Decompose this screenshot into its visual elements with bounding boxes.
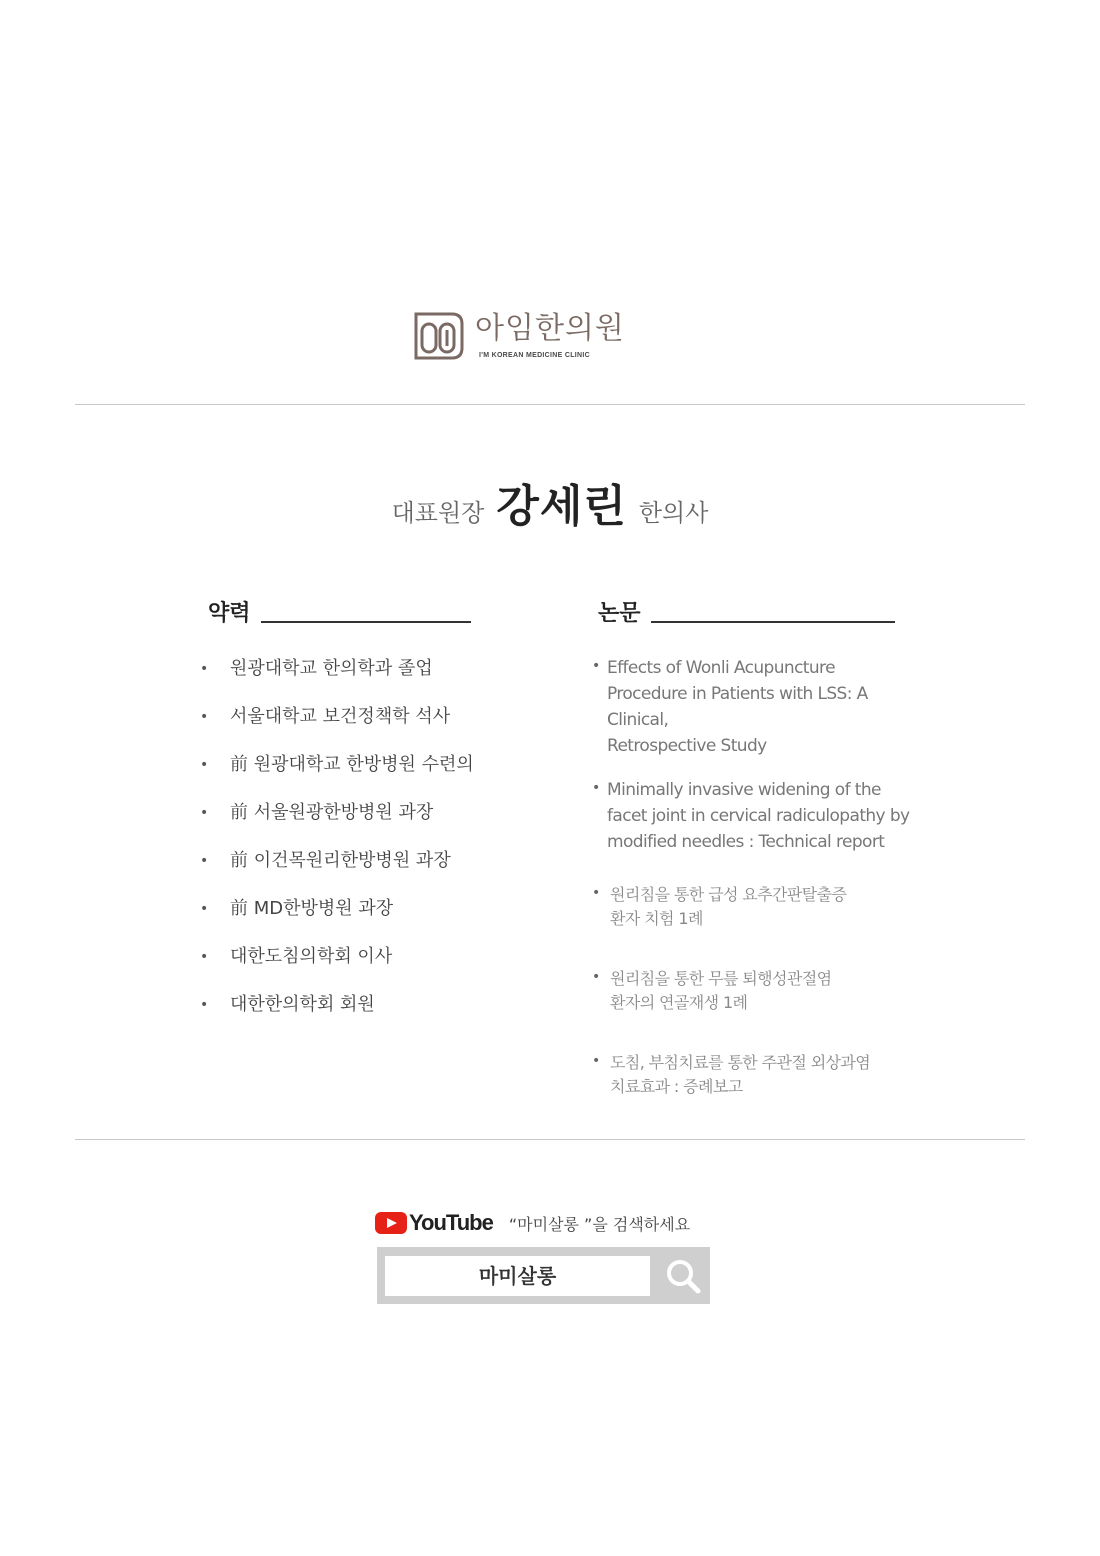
- youtube-logo[interactable]: [375, 1210, 493, 1236]
- career-item: • 前 원광대학교 한방병원 수련의: [200, 751, 474, 799]
- doctor-name: 강세린: [496, 481, 627, 532]
- paper-item: [592, 777, 912, 855]
- career-item: • 대한도침의학회 이사: [200, 943, 474, 991]
- paper-line: • 원리침을 통한 무릎 퇴행성관절염: [610, 969, 832, 988]
- search-input[interactable]: 마미살롱: [385, 1256, 650, 1296]
- clinic-logo: [412, 308, 625, 362]
- paper-line: Procedure in Patients with LSS: A Clinical,: [607, 684, 868, 730]
- youtube-play-icon: [375, 1212, 407, 1234]
- career-item: • 원광대학교 한의학과 졸업: [200, 655, 474, 703]
- paper-line: 환자 치험 1례: [610, 909, 703, 928]
- title-role: 대표원장: [391, 499, 485, 527]
- career-heading-label: 약력: [208, 601, 251, 626]
- papers-heading: [598, 596, 895, 627]
- youtube-search-hint: “마미살롱 ”을 검색하세요: [508, 1214, 691, 1234]
- career-item: • 前 MD한방병원 과장: [200, 895, 474, 943]
- search-box: [377, 1247, 710, 1304]
- search-button[interactable]: [655, 1247, 710, 1304]
- clinic-name: 아임한의원: [475, 310, 625, 346]
- papers-list: [592, 655, 912, 1135]
- paper-line: modified needles : Technical report: [607, 832, 885, 852]
- clinic-logo-icon: [412, 308, 466, 362]
- paper-line: 치료효과 : 증례보고: [610, 1077, 743, 1096]
- divider-top: [75, 404, 1025, 405]
- career-heading-rule: [261, 621, 471, 623]
- title-suffix: 한의사: [638, 499, 709, 527]
- career-heading: [208, 596, 471, 627]
- papers-heading-label: 논문: [598, 601, 641, 626]
- paper-line: 환자의 연골재생 1례: [610, 993, 748, 1012]
- paper-line: facet joint in cervical radiculopathy by: [607, 806, 910, 826]
- search-icon: [664, 1257, 702, 1295]
- career-item: • 대한한의학회 회원: [200, 991, 474, 1039]
- paper-item: [592, 655, 912, 759]
- paper-line: • 도침, 부침치료를 통한 주관절 외상과염: [610, 1053, 871, 1072]
- career-item: • 前 서울원광한방병원 과장: [200, 799, 474, 847]
- page-title: [0, 470, 1100, 534]
- divider-bottom: [75, 1139, 1025, 1140]
- paper-item: [592, 1051, 912, 1099]
- youtube-prompt: [375, 1210, 690, 1236]
- career-item: • 前 이건목원리한방병원 과장: [200, 847, 474, 895]
- career-item: • 서울대학교 보건정책학 석사: [200, 703, 474, 751]
- paper-line: • Effects of Wonli Acupuncture: [607, 658, 835, 678]
- career-list: [200, 655, 474, 1039]
- paper-line: • 원리침을 통한 급성 요추간판탈출증: [610, 885, 847, 904]
- clinic-subtitle: I'M KOREAN MEDICINE CLINIC: [479, 351, 590, 359]
- paper-item: [592, 883, 912, 931]
- paper-item: [592, 967, 912, 1015]
- youtube-wordmark: YouTube: [409, 1210, 493, 1235]
- paper-line: • Minimally invasive widening of the: [607, 780, 881, 800]
- paper-line: Retrospective Study: [607, 736, 767, 756]
- papers-heading-rule: [651, 621, 895, 623]
